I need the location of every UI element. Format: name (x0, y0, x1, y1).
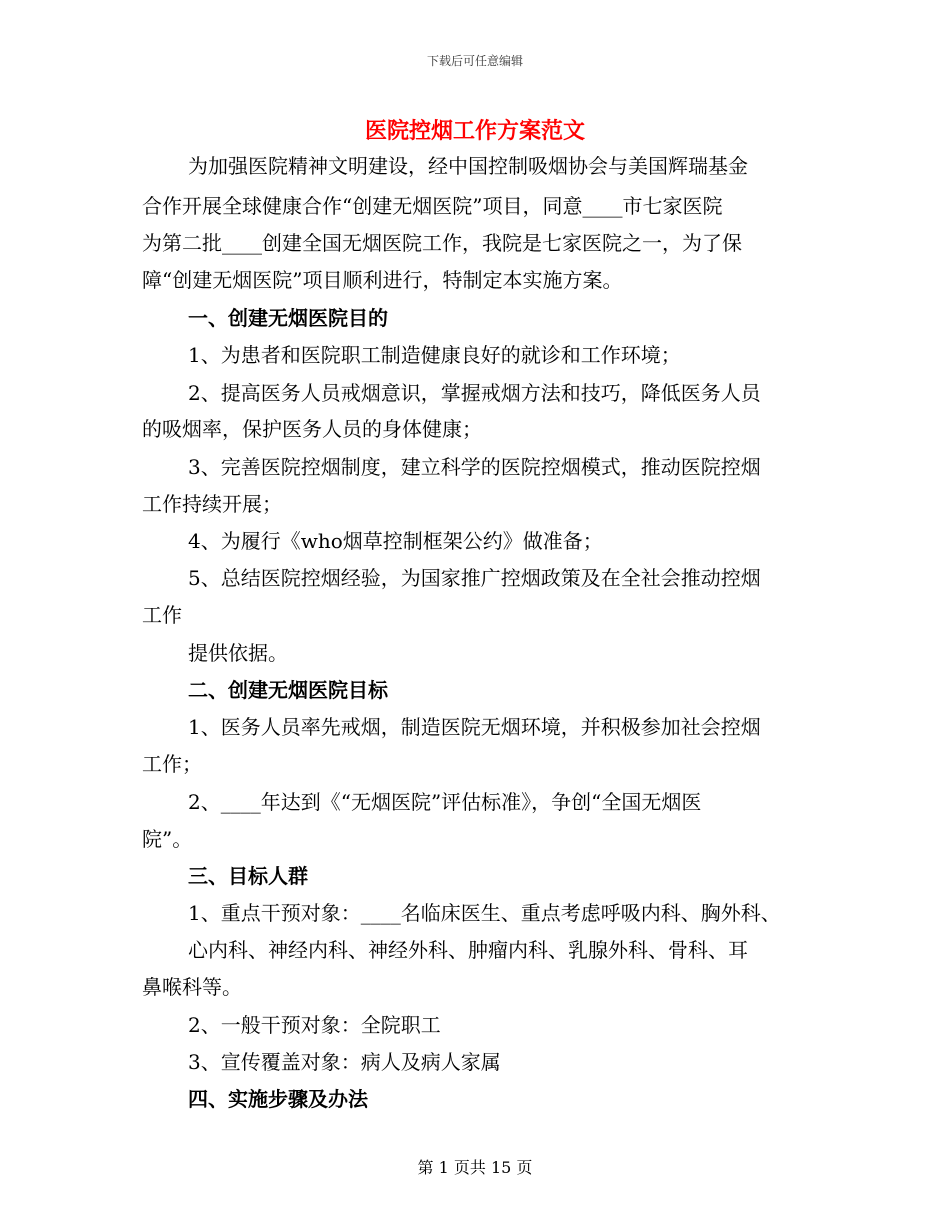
page-header: 下载后可任意编辑 (426, 54, 523, 68)
list-item: 2、一般干预对象：全院职工 (188, 1013, 441, 1037)
paragraph-line: 为加强医院精神文明建设，经中国控制吸烟协会与美国辉瑞基金 (188, 154, 748, 178)
list-item-continuation: 心内科、神经内科、神经外科、肿瘤内科、乳腺外科、骨科、耳 (188, 938, 748, 962)
list-item: 2、____年达到《“无烟医院”评估标准》，争创“全国无烟医 (188, 790, 702, 814)
paragraph-line: 为第二批____创建全国无烟医院工作，我院是七家医院之一，为了保 (142, 231, 742, 255)
list-item: 1、为患者和医院职工制造健康良好的就诊和工作环境； (188, 343, 681, 367)
section-heading: 三、目标人群 (188, 864, 308, 888)
section-heading: 一、创建无烟医院目的 (188, 306, 388, 330)
list-item-continuation: 工作 (142, 603, 182, 627)
document-title: 医院控烟工作方案范文 (364, 118, 585, 144)
list-item: 1、重点干预对象：____名临床医生、重点考虑呼吸内科、胸外科、 (188, 901, 781, 925)
list-item: 2、提高医务人员戒烟意识，掌握戒烟方法和技巧，降低医务人员 (188, 381, 761, 405)
section-heading: 二、创建无烟医院目标 (188, 678, 388, 702)
list-item-continuation: 鼻喉科等。 (142, 975, 242, 999)
list-item-continuation: 提供依据。 (188, 641, 288, 665)
paragraph-line: 障“创建无烟医院”项目顺利进行，特制定本实施方案。 (142, 268, 623, 292)
list-item: 4、为履行《who烟草控制框架公约》做准备； (188, 529, 603, 553)
paragraph-line: 合作开展全球健康合作“创建无烟医院”项目，同意____市七家医院 (142, 194, 723, 218)
section-heading: 四、实施步骤及办法 (188, 1087, 368, 1111)
list-item-continuation: 的吸烟率，保护医务人员的身体健康； (142, 417, 482, 441)
list-item: 3、完善医院控烟制度，建立科学的医院控烟模式，推动医院控烟 (188, 455, 761, 479)
list-item: 1、医务人员率先戒烟，制造医院无烟环境，并积极参加社会控烟 (188, 715, 761, 739)
list-item-continuation: 工作； (142, 752, 202, 776)
list-item-continuation: 院”。 (142, 827, 193, 851)
list-item-continuation: 工作持续开展； (142, 492, 282, 516)
list-item: 5、总结医院控烟经验，为国家推广控烟政策及在全社会推动控烟 (188, 566, 761, 590)
page-footer: 第 1 页共 15 页 (417, 1158, 533, 1177)
list-item: 3、宣传覆盖对象：病人及病人家属 (188, 1050, 501, 1074)
